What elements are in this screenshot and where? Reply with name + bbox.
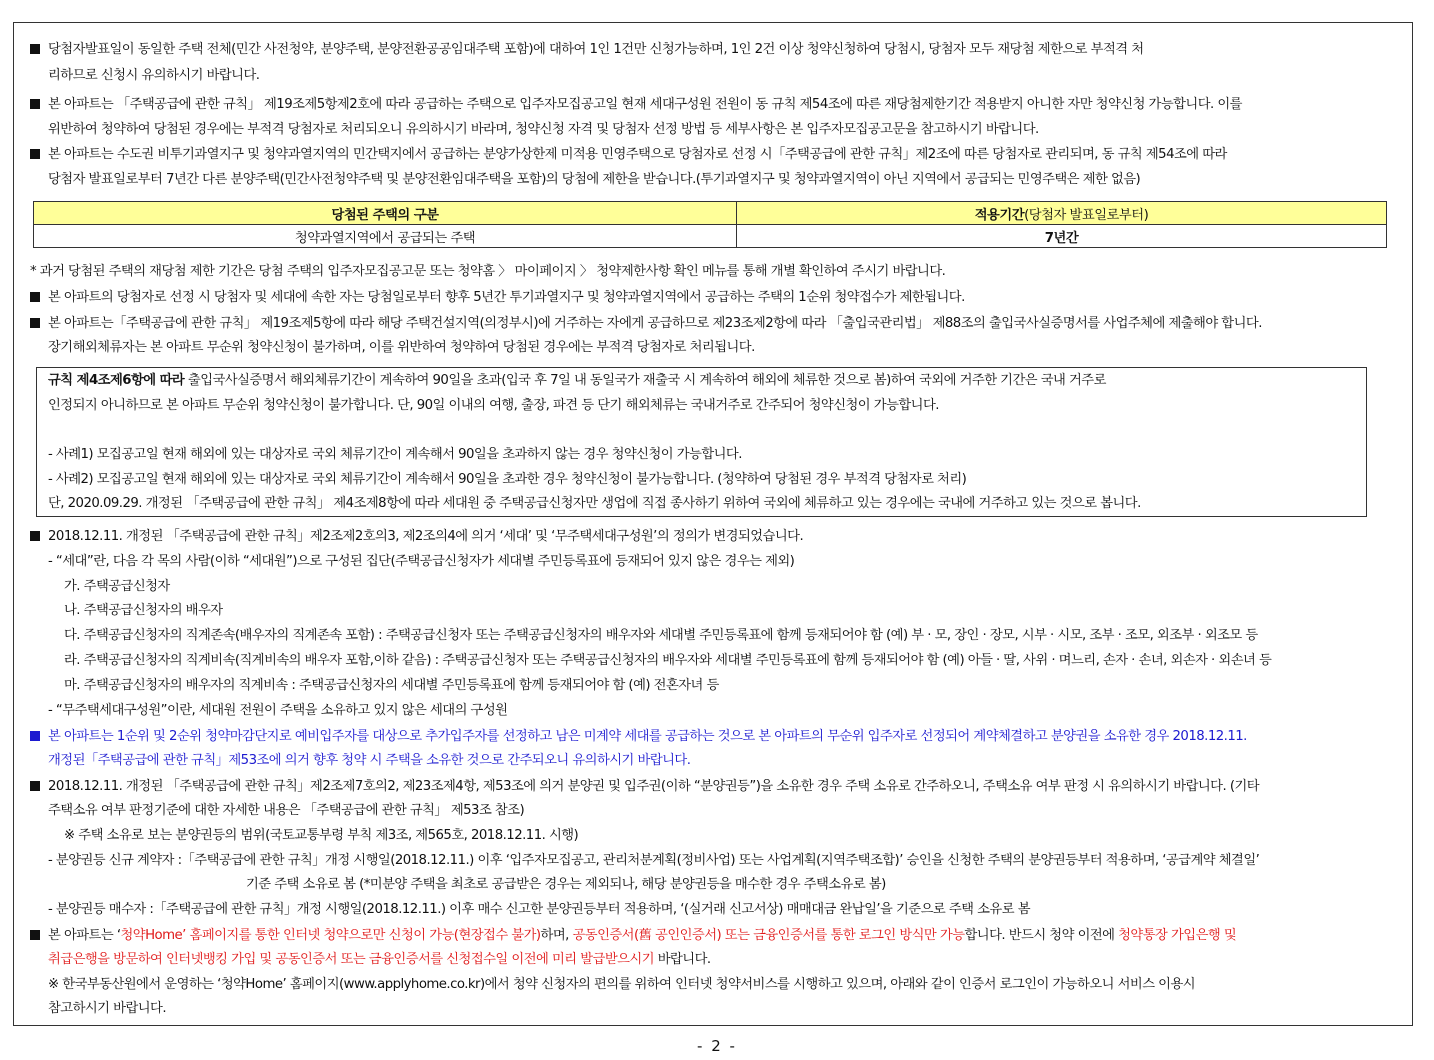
notice-item-8-cont: 주택소유 여부 판정기준에 대한 자세한 내용은 「주택공급에 관한 규칙」 제53조 참조) [48, 803, 525, 818]
notice-text: 합니다. 반드시 청약 이전에 [964, 928, 1119, 943]
notice-item-3 [30, 145, 1227, 165]
period-label-note: (당첨자 발표일로부터) [1024, 207, 1149, 223]
bank-visit-highlight-cont: 취급은행을 방문하여 인터넷뱅킹 가입 및 공동인증서 또는 금융인증서를 신청접수일 이전에 미리 발급받으시기 [48, 952, 655, 967]
bullet-square-icon [30, 99, 40, 109]
bullet-square-icon [30, 318, 40, 328]
restriction-table [33, 201, 1387, 248]
box-line-case-1: - 사례1) 모집공고일 현재 해외에 있는 대상자로 국외 체류기간이 계속해서 90일을 초과하지 않는 경우 청약신청이 가능합니다. [48, 447, 742, 462]
bank-visit-highlight: 청약통장 가입은행 및 [1118, 928, 1237, 943]
bullet-square-icon [30, 44, 40, 54]
certificate-login-highlight: 공동인증서(舊 공인인증서) 또는 금융인증서를 통한 로그인 방식만 가능 [572, 928, 965, 943]
notice-item-1-cont: 리하므로 신청시 유의하시기 바랍니다. [48, 68, 260, 83]
notice-text: 본 아파트는 수도권 비투기과열지구 및 청약과열지역의 민간택지에서 공급하는 분양가상한제 미적용 민영주택으로 당첨자로 선정 시「주택공급에 관한 규칙」제2조에 따른 당첨자로 관리되며, 동 규칙 제54조에 따라 [48, 147, 1227, 162]
notice-item-5 [30, 314, 1262, 334]
homeless-definition: - “무주택세대구성원”이란, 세대원 전원이 주택을 소유하고 있지 않은 세대의 구성원 [48, 703, 508, 718]
notice-item-2-cont: 위반하여 청약하여 당첨된 경우에는 부적격 당첨자로 처리되오니 유의하시기 바라며, 청약신청 자격 및 당첨자 선정 방법 등 세부사항은 본 입주자모집공고문을 참고하시기 바랍니다. [48, 122, 1039, 137]
table-cell-period: 7년간 [737, 225, 1387, 248]
notice-text: 당첨자발표일이 동일한 주택 전체(민간 사전청약, 분양주택, 분양전환공공임대주택 포함)에 대하여 1인 1건만 신청가능하며, 1인 2건 이상 청약신청하여 당첨시, 당첨자 모두 재당첨 제한으로 부적격 처 [48, 42, 1144, 57]
notice-text: 바랍니다. [654, 952, 711, 967]
household-item-da: 다. 주택공급신청자의 직계존속(배우자의 직계존속 포함) : 주택공급신청자 또는 주택공급신청자의 배우자와 세대별 주민등록표에 함께 등재되어야 함 (예) 부 · 모, 장인 · 장모, 시부 · 시모, 조부 · 조모, 외조부 · 외조모 등 [64, 628, 1258, 643]
household-item-ga: 가. 주택공급신청자 [64, 579, 170, 594]
notice-text: 2018.12.11. 개정된 「주택공급에 관한 규칙」제2조제7호의2, 제23조제4항, 제53조에 의거 분양권 및 입주권(이하 “분양권등”)을 소유한 경우 주택 소유로 간주하오니, 주택소유 여부 판정 시 유의하시기 바랍니다. (기타 [48, 779, 1260, 794]
box-text: 출입국사실증명서 해외체류기간이 계속하여 90일을 초과(입국 후 7일 내 동일국가 재출국 시 계속하여 해외에 체류한 것으로 봄)하여 국외에 거주한 기간은 국내 거주로 [184, 373, 1106, 388]
buyer-rule: - 분양권등 매수자 :「주택공급에 관한 규칙」개정 시행일(2018.12.11.) 이후 매수 신고한 분양권등부터 적용하며, ‘(실거래 신고서상) 매매대금 완납일’을 기준으로 주택 소유로 봄 [48, 902, 1030, 917]
notice-text: 본 아파트는 「주택공급에 관한 규칙」 제19조제5항제2호에 따라 공급하는 주택으로 입주자모집공고일 현재 세대구성원 전원이 동 규칙 제54조에 따른 재당첨제한기간 적용받지 아니한 자만 청약신청 가능합니다. 이를 [48, 97, 1242, 112]
period-label: 적용기간 [974, 207, 1025, 223]
notice-text: 본 아파트의 당첨자로 선정 시 당첨자 및 세대에 속한 자는 당첨일로부터 향후 5년간 투기과열지구 및 청약과열지역에서 공급하는 주택의 1순위 청약접수가 제한됩니다. [48, 290, 965, 305]
ownership-scope-note: ※ 주택 소유로 보는 분양권등의 범위(국토교통부령 부칙 제3조, 제565호, 2018.12.11. 시행) [64, 828, 579, 843]
bullet-square-icon [30, 531, 40, 541]
bullet-square-icon [30, 149, 40, 159]
household-item-ma: 마. 주택공급신청자의 배우자의 직계비속 : 주택공급신청자의 세대별 주민등록표에 함께 등재되어야 함 (예) 전혼자녀 등 [64, 678, 719, 693]
notice-item-8 [30, 777, 1259, 797]
notice-text: 하며, [540, 928, 573, 943]
notice-item-6 [30, 527, 803, 547]
notice-item-9 [30, 926, 1236, 946]
bullet-square-icon [30, 930, 40, 940]
notice-text: 본 아파트는 1순위 및 2순위 청약마감단지로 예비입주자를 대상으로 추가입주자를 선정하고 남은 미계약 세대를 공급하는 것으로 본 아파트의 무순위 입주자로 선정되어 계약체결하고 분양권을 소유한 경우 2018.12.11. [48, 729, 1247, 744]
notice-item-3-cont: 당첨자 발표일로부터 7년간 다른 분양주택(민간사전청약주택 및 분양전환임대주택을 포함)의 당첨에 제한을 받습니다.(투기과열지구 및 청약과열지역이 아닌 지역에서 공급되는 민영주택은 제한 없음) [48, 172, 1141, 187]
notice-text: 2018.12.11. 개정된 「주택공급에 관한 규칙」제2조제2호의3, 제2조의4에 의거 ‘세대’ 및 ‘무주택세대구성원’의 정의가 변경되었습니다. [48, 529, 804, 544]
bullet-square-icon [30, 292, 40, 302]
notice-item-7-cont: 개정된「주택공급에 관한 규칙」제53조에 의거 향후 청약 시 주택을 소유한 것으로 간주되오니 유의하시기 바랍니다. [48, 753, 691, 768]
notice-item-1 [30, 40, 1144, 60]
new-contractor-rule-cont: 기준 주택 소유로 봄 (*미분양 주택을 최초로 공급받은 경우는 제외되나, 해당 분양권등을 매수한 경우 주택소유로 봄) [246, 877, 886, 892]
notice-item-7 [30, 727, 1247, 747]
table-header-row [34, 202, 1387, 225]
table-cell-type: 청약과열지역에서 공급되는 주택 [34, 225, 737, 248]
page-number: - 2 - [697, 1037, 737, 1055]
box-line-1 [48, 371, 1106, 391]
table-header-type: 당첨된 주택의 구분 [34, 202, 737, 225]
notice-item-2 [30, 95, 1242, 115]
table-header-period [737, 202, 1387, 225]
household-item-na: 나. 주택공급신청자의 배우자 [64, 603, 223, 618]
notice-item-4 [30, 288, 965, 308]
notice-text: 본 아파트는「주택공급에 관한 규칙」 제19조제5항에 따라 해당 주택건설지역(의정부시)에 거주하는 자에게 공급하므로 제23조제2항에 따라 「출입국관리법」 제88조의 출입국사실증명서를 사업주체에 제출해야 합니다. [48, 316, 1262, 331]
household-definition: - “세대”란, 다음 각 목의 사람(이하 “세대원”)으로 구성된 집단(주택공급신청자가 세대별 주민등록표에 등재되어 있지 않은 경우는 제외) [48, 554, 795, 569]
new-contractor-rule: - 분양권등 신규 계약자 :「주택공급에 관한 규칙」개정 시행일(2018.12.11.) 이후 ‘입주자모집공고, 관리처분계획(정비사업) 또는 사업계획(지역주택조합)’ 승인을 신청한 주택의 분양권등부터 적용하며, ‘공급계약 체결일’ [48, 853, 1260, 868]
notice-text: 본 아파트는 ‘ [48, 928, 121, 943]
online-only-highlight: 청약Home’ 홈페이지를 통한 인터넷 청약으로만 신청이 가능(현장접수 불가) [120, 928, 541, 943]
note-reference: * 과거 당첨된 주택의 재당첨 제한 기간은 당첨 주택의 입주자모집공고문 또는 청약홈 〉 마이페이지 〉 청약제한사항 확인 메뉴를 통해 개별 확인하여 주시기 바랍니다. [30, 264, 946, 279]
applyhome-note-cont: 참고하시기 바랍니다. [48, 1001, 167, 1016]
notice-item-9-cont [48, 950, 711, 970]
box-line-2: 인정되지 아니하므로 본 아파트 무순위 청약신청이 불가합니다. 단, 90일 이내의 여행, 출장, 파견 등 단기 해외체류는 국내거주로 간주되어 청약신청이 가능합니다. [48, 398, 939, 413]
box-line-case-2: - 사례2) 모집공고일 현재 해외에 있는 대상자로 국외 체류기간이 계속해서 90일을 초과한 경우 청약신청이 불가능합니다. (청약하여 당첨된 경우 부적격 당첨자로 처리) [48, 472, 967, 487]
bullet-square-icon [30, 731, 40, 741]
rule-reference: 규칙 제4조제6항에 따라 [48, 373, 185, 388]
table-row [34, 225, 1387, 248]
notice-item-5-cont: 장기해외체류자는 본 아파트 무순위 청약신청이 불가하며, 이를 위반하여 청약하여 당첨된 경우에는 부적격 당첨자로 처리됩니다. [48, 340, 755, 355]
applyhome-note: ※ 한국부동산원에서 운영하는 ‘청약Home’ 홈페이지(www.applyhome.co.kr)에서 청약 신청자의 편의를 위하여 인터넷 청약서비스를 시행하고 있으며, 아래와 같이 인증서 로그인이 가능하오니 서비스 이용시 [48, 977, 1196, 992]
box-line-exception: 단, 2020.09.29. 개정된 「주택공급에 관한 규칙」 제4조제8항에 따라 세대원 중 주택공급신청자만 생업에 직접 종사하기 위하여 국외에 체류하고 있는 경우에는 국내에 거주하고 있는 것으로 봅니다. [48, 496, 1141, 511]
household-item-ra: 라. 주택공급신청자의 직계비속(직계비속의 배우자 포함,이하 같음) : 주택공급신청자 또는 주택공급신청자의 배우자와 세대별 주민등록표에 함께 등재되어야 함 (예) 아들 · 딸, 사위 · 며느리, 손자 · 손녀, 외손자 · 외손녀 등 [64, 653, 1272, 668]
bullet-square-icon [30, 781, 40, 791]
